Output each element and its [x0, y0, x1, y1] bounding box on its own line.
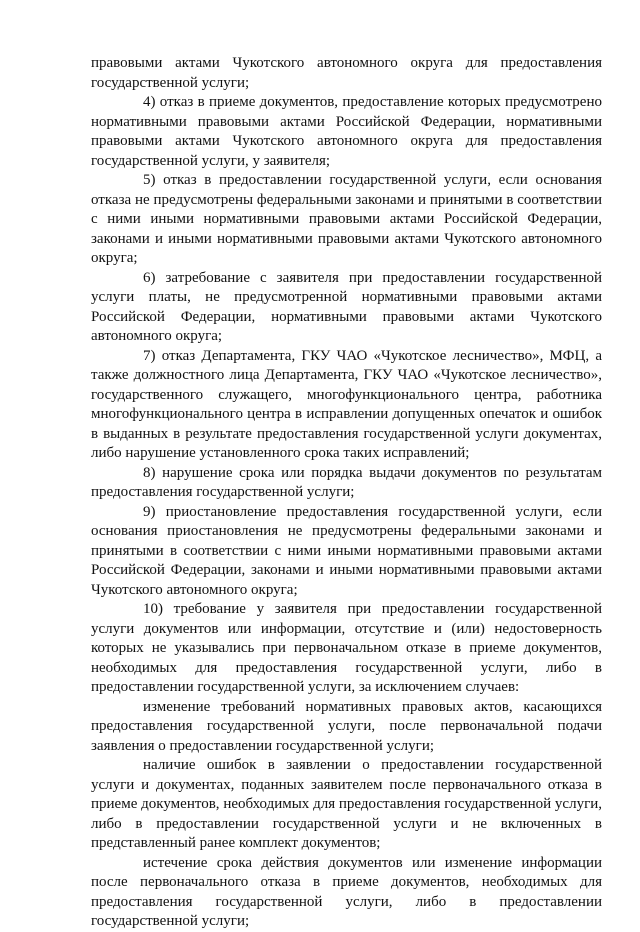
- paragraph-item-4: 4) отказ в приеме документов, предоставление которых предусмотрено нормативными правовыми актами Российской Федерации, нормативными правовыми актами Чукотского автономного округа для предоставления государственной услуги, у заявителя;: [91, 94, 602, 169]
- paragraph-continuation: правовыми актами Чукотского автономного округа для предоставления государственной услуги;: [91, 55, 602, 91]
- paragraph-item-9: 9) приостановление предоставления государственной услуги, если основания приостановления не предусмотрены федеральными законами и принятыми в соответствии с ними иными нормативными правовыми актами Российской Федерации, законами и иными нормативными правовыми актами Чукотского автономного округа;: [91, 503, 602, 598]
- paragraph-exception-3: истечение срока действия документов или изменение информации после первоначального отказа в приеме документов, необходимых для предоставления государственной услуги, либо в предоставлении государственной услуги;: [91, 854, 602, 929]
- document-page: [91, 54, 602, 932]
- paragraph-item-10: 10) требование у заявителя при предоставлении государственной услуги документов или информации, отсутствие и (или) недостоверность которых не указывались при первоначальном отказе в приеме документов, необходимых для предоставления государственной услуги, либо в предоставлении государственной услуги, за исключением случаев:: [91, 601, 602, 695]
- paragraph-item-6: 6) затребование с заявителя при предоставлении государственной услуги платы, не предусмотренной нормативными правовыми актами Российской Федерации, нормативными правовыми актами Чукотского автономного округа;: [91, 269, 602, 344]
- paragraph-item-7: 7) отказ Департамента, ГКУ ЧАО «Чукотское лесничество», МФЦ, а также должностного лица Департамента, ГКУ ЧАО «Чукотское лесничество», государственного служащего, многофункционального центра, работника многофункционального центра в исправлении допущенных опечаток и ошибок в выданных в результате предоставления государственной услуги документах, либо нарушение установленного срока таких исправлений;: [91, 347, 602, 461]
- paragraph-exception-1: изменение требований нормативных правовых актов, касающихся предоставления государственной услуги, после первоначальной подачи заявления о предоставлении государственной услуги;: [91, 698, 602, 754]
- paragraph-item-5: 5) отказ в предоставлении государственной услуги, если основания отказа не предусмотрены федеральными законами и принятыми в соответствии с ними иными нормативными правовыми актами Российской Федерации, законами и иными нормативными правовыми актами Чукотского автономного округа;: [91, 172, 602, 266]
- paragraph-item-8: 8) нарушение срока или порядка выдачи документов по результатам предоставления государственной услуги;: [91, 464, 602, 500]
- paragraph-exception-2: наличие ошибок в заявлении о предоставлении государственной услуги и документах, поданных заявителем после первоначального отказа в приеме документов, необходимых для предоставления государственной услуги, либо в предоставлении государственной услуги и не включенных в представленный ранее комплект документов;: [91, 757, 602, 851]
